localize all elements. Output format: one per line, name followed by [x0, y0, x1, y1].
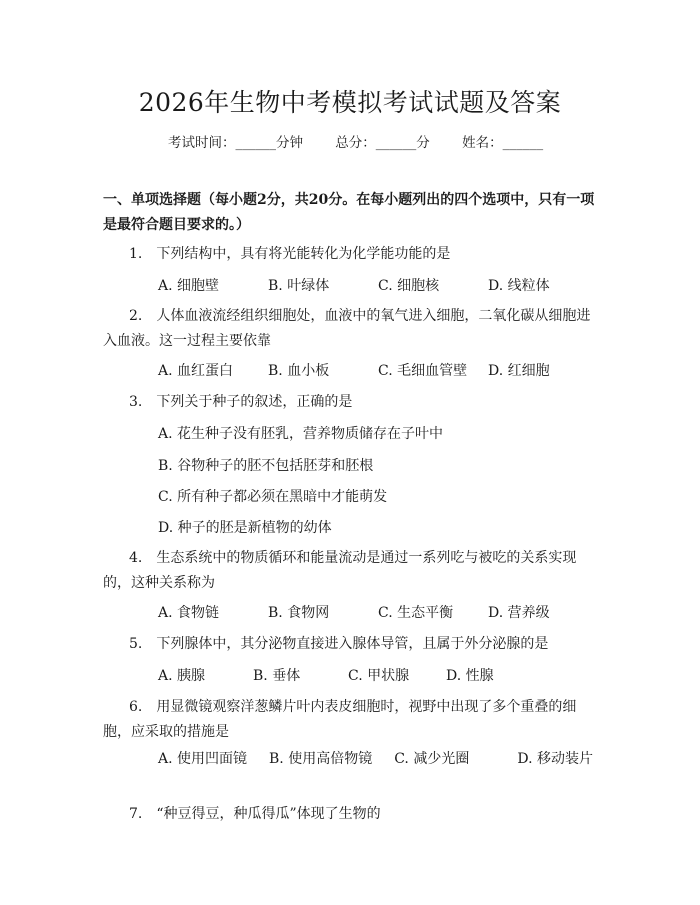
option-b: B. 食物网 [268, 605, 330, 621]
option-b: B. 叶绿体 [268, 278, 330, 294]
option-c: C. 减少光圈 [394, 751, 470, 767]
question-6-options [103, 747, 603, 772]
student-name: 姓名：______ [462, 135, 544, 151]
question-5 [103, 632, 603, 657]
option-c: C. 细胞核 [378, 278, 440, 294]
option-c: C. 所有种子都必须在黑暗中才能萌发 [158, 489, 388, 505]
option-d: D. 种子的胚是新植物的幼体 [158, 520, 332, 536]
question-3 [103, 390, 603, 415]
option-d: D. 性腺 [446, 668, 494, 684]
option-a: A. 花生种子没有胚乳，营养物质储存在子叶中 [158, 426, 444, 442]
option-d: D. 红细胞 [488, 363, 550, 379]
question-7 [103, 802, 603, 827]
exam-meta [168, 131, 571, 151]
option-a: A. 细胞壁 [158, 278, 220, 294]
total-score: 总分：______分 [335, 135, 430, 151]
question-stem: 2. 人体血液流经组织细胞处，血液中的氧气进入细胞，二氧化碳从细胞进入血液。这一过程主要依靠 [103, 308, 591, 349]
question-1 [103, 242, 603, 267]
option-d: D. 移动装片 [517, 751, 593, 767]
question-stem: 1. 下列结构中，具有将光能转化为化学能功能的是 [129, 246, 451, 262]
option-a: A. 胰腺 [158, 668, 206, 684]
option-c: C. 甲状腺 [348, 668, 410, 684]
option-d: D. 线粒体 [488, 278, 550, 294]
option-a: A. 使用凹面镜 [158, 751, 248, 767]
option-b: B. 使用高倍物镜 [269, 751, 373, 767]
question-stem: 6. 用显微镜观察洋葱鳞片叶内表皮细胞时，视野中出现了多个重叠的细胞，应采取的措施是 [103, 699, 577, 740]
page-title: 2026年生物中考模拟考试试题及答案 [138, 88, 562, 117]
option-b: B. 谷物种子的胚不包括胚芽和胚根 [158, 458, 374, 474]
question-stem: 4. 生态系统中的物质循环和能量流动是通过一系列吃与被吃的关系实现的，这种关系称为 [103, 550, 577, 591]
option-d: D. 营养级 [488, 605, 550, 621]
question-stem: 7. “种豆得豆，种瓜得瓜”体现了生物的 [129, 806, 381, 822]
option-b: B. 血小板 [268, 363, 330, 379]
option-c: C. 生态平衡 [378, 605, 454, 621]
question-4 [103, 546, 603, 596]
option-a: A. 血红蛋白 [158, 363, 234, 379]
option-b: B. 垂体 [253, 668, 301, 684]
question-stem: 5. 下列腺体中，其分泌物直接进入腺体导管，且属于外分泌腺的是 [129, 636, 549, 652]
exam-time: 考试时间：______分钟 [168, 135, 303, 151]
option-c: C. 毛细血管壁 [378, 363, 468, 379]
option-a: A. 食物链 [158, 605, 220, 621]
question-stem: 3. 下列关于种子的叙述，正确的是 [129, 394, 353, 410]
question-2 [103, 304, 603, 354]
question-6 [103, 695, 603, 745]
section-heading: 一、单项选择题（每小题2分，共20分。在每小题列出的四个选项中，只有一项是最符合题目要求的。） [103, 192, 595, 233]
